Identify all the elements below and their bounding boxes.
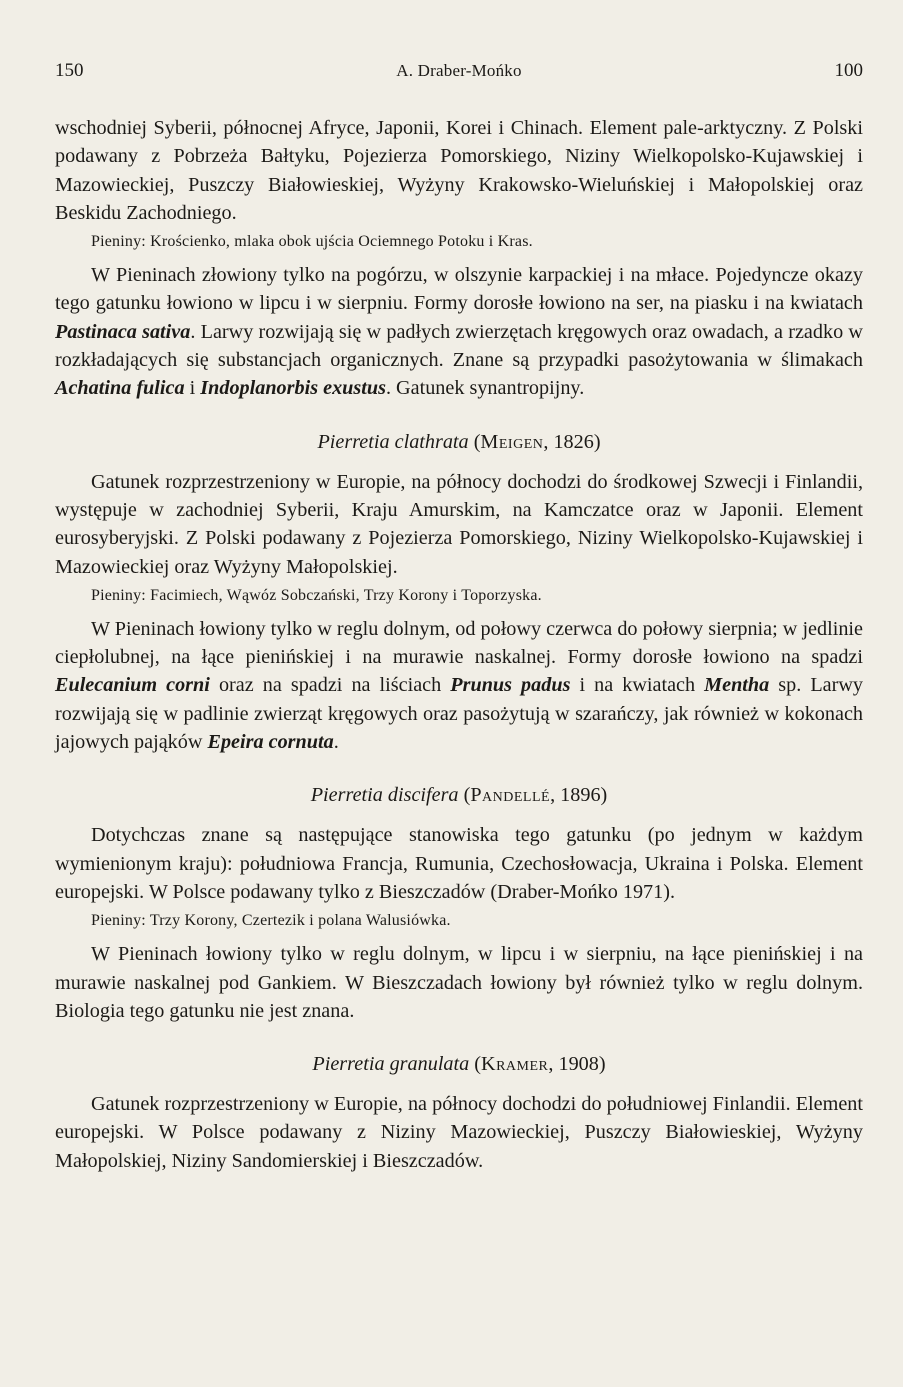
locality-line: Pieniny: Krościenko, mlaka obok ujścia Ociemnego Potoku i Kras. [91, 233, 533, 251]
taxon-name: Indoplanorbis exustus [200, 377, 386, 400]
species-heading: Pierretia clathrata (Meigen, 1826) [317, 430, 601, 453]
taxon-name: Eulecanium corni [55, 674, 210, 697]
taxon-name: Mentha [704, 674, 770, 697]
locality-line: Pieniny: Trzy Korony, Czertezik i polana Walusiówka. [91, 912, 451, 930]
document-page [55, 60, 863, 1175]
running-header [55, 60, 863, 96]
left-page-number: 150 [55, 60, 84, 81]
taxon-name: Epeira cornuta [207, 731, 334, 754]
species-heading: Pierretia granulata (Kramer, 1908) [312, 1053, 606, 1076]
species-heading: Pierretia discifera (Pandellé, 1896) [310, 784, 608, 807]
locality-line: Pieniny: Facimiech, Wąwóz Sobczański, Trzy Korony i Toporzyska. [91, 586, 542, 604]
right-page-number: 100 [834, 60, 863, 81]
running-author: A. Draber-Mońko [396, 61, 522, 80]
biology-paragraph: W Pieninach łowiony tylko w reglu dolnym, od połowy czerwca do połowy sierpnia; w jedlinie ciepłolubnej, na łące pienińskiej i na murawie naskalnej. Formy dorosłe łowiono na spadzi Eulecanium corni oraz na spadzi na liściach Prunus padus i na kwiatach Mentha sp. Larwy rozwijają się w padlinie zwierząt kręgowych oraz pasożytują w szarańczy, jak również w kokonach jajowych pająków Epeira cornuta. [55, 617, 864, 754]
distribution-paragraph: Gatunek rozprzestrzeniony w Europie, na północy dochodzi do środkowej Szwecji i Finlandii, występuje w zachodniej Syberii, Kraju Amurskim, na Kamczatce oraz w Japonii. Element eurosyberyjski. Z Polski podawany z Pojezierza Pomorskiego, Niziny Wielkopolsko-Kujawskiej i Mazowieckiej oraz Wyżyny Małopolskiej. [55, 470, 863, 578]
distribution-paragraph: Gatunek rozprzestrzeniony w Europie, na północy dochodzi do południowej Finlandii. Element europejski. W Polsce podawany z Niziny Mazowieckiej, Puszczy Białowieskiej, Wyżyny Małopolskiej, Niziny Sandomierskiej i Bieszczadów. [55, 1093, 863, 1172]
distribution-paragraph: Dotychczas znane są następujące stanowiska tego gatunku (po jednym w każdym wymienionym kraju): południowa Francja, Rumunia, Czechosłowacja, Ukraina i Polska. Element europejski. W Polsce podawany tylko z Bieszczadów (Draber-Mońko 1971). [55, 824, 863, 903]
biology-paragraph: W Pieninach łowiony tylko w reglu dolnym, w lipcu i w sierpniu, na łące pienińskiej i na murawie naskalnej pod Gankiem. W Bieszczadach łowiony był również tylko w reglu dolnym. Biologia tego gatunku nie jest znana. [55, 943, 863, 1022]
taxon-name: Prunus padus [450, 674, 571, 697]
taxon-name: Achatina fulica [55, 377, 185, 400]
taxon-name: Pastinaca sativa [55, 320, 191, 343]
biology-paragraph: W Pieninach złowiony tylko na pogórzu, w olszynie karpackiej i na młace. Pojedyncze okazy tego gatunku łowiono w lipcu i w sierpniu. Formy dorosłe łowiono na ser, na piasku i na kwiatach Pastinaca sativa. Larwy rozwijają się w padłych zwierzętach kręgowych oraz owadach, a rzadko w rozkładających się substancjach organicznych. Znane są przypadki pasożytowania w ślimakach Achatina fulica i Indoplanorbis exustus. Gatunek synantropijny. [55, 264, 863, 400]
distribution-paragraph: wschodniej Syberii, północnej Afryce, Japonii, Korei i Chinach. Element pale-arktyczny. Z Polski podawany z Pobrzeża Bałtyku, Pojezierza Pomorskiego, Niziny Wielkopolsko-Kujawskiej i Mazowieckiej, Puszczy Białowieskiej, Wyżyny Krakowsko-Wieluńskiej i Małopolskiej oraz Beskidu Zachodniego. [55, 117, 863, 224]
